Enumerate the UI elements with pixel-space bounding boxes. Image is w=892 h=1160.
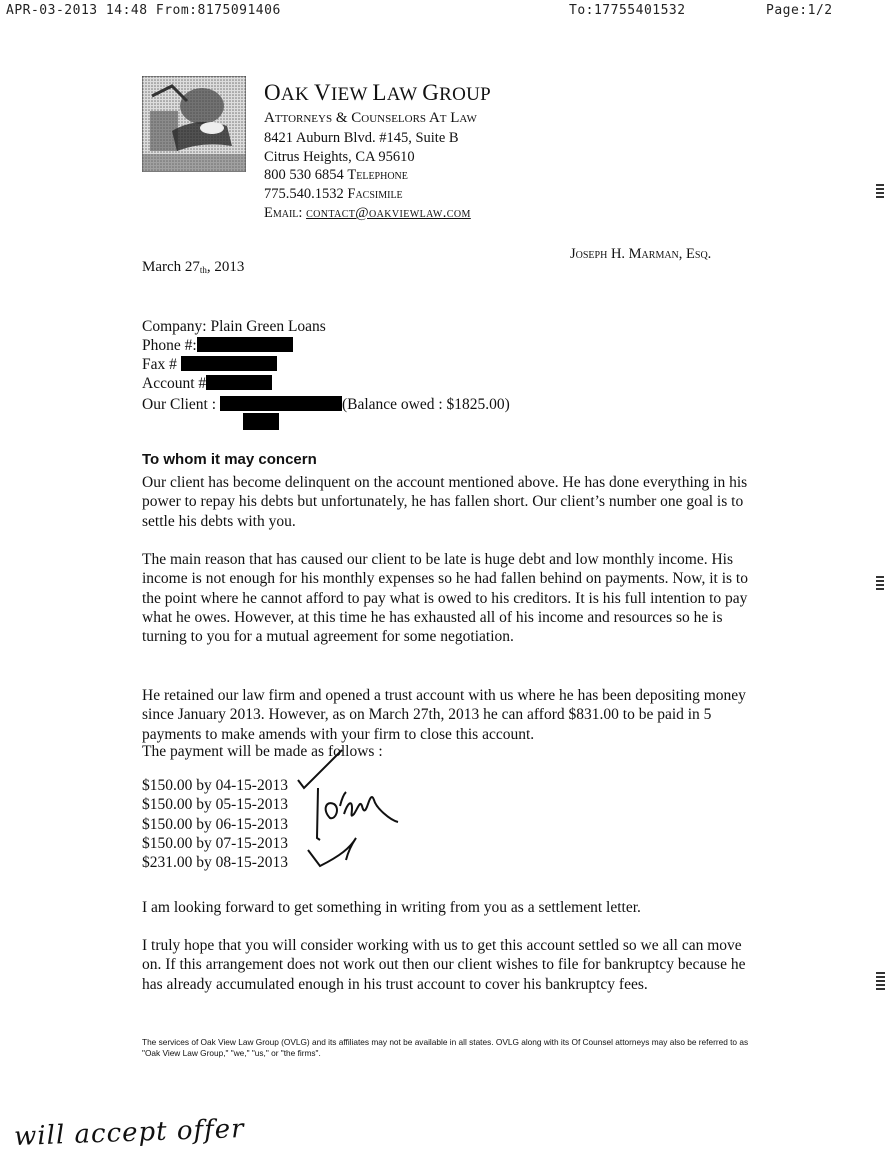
paragraph-3: He retained our law firm and opened a trust account with us where he has been depositing money since January 2013. However, as on March 27th, 2013 he can afford $831.00 to be paid in 5 payments to make amends with your firm to close this account.: [142, 687, 746, 743]
client-line: Our Client : (Balance owed : $1825.00): [142, 396, 510, 413]
scan-artifact: [876, 184, 884, 198]
payment-item: $231.00 by 08-15-2013: [142, 854, 288, 872]
firm-tagline: Attorneys & Counselors At Law: [264, 110, 477, 126]
redaction-bar: [197, 337, 293, 352]
fax-header-recipient: To:17755401532: [569, 3, 686, 18]
account-line: Account #: [142, 375, 272, 393]
fax-line: 775.540.1532 Facsimile: [264, 186, 403, 202]
paragraph-1: Our client has become delinquent on the account mentioned above. He has done everything in his power to repay his debts but unfortunately, he has fallen short. Our client’s number one goal is to settle his debts with you.: [142, 474, 748, 530]
email-line: Email: contact@oakviewlaw.com: [264, 205, 471, 221]
handwritten-note: will accept offer: [13, 1113, 246, 1153]
fax-number-line: Fax #: [142, 356, 277, 374]
fax-header-page: Page:1/2: [766, 3, 833, 18]
payment-item: $150.00 by 06-15-2013: [142, 815, 288, 833]
redaction-bar: [220, 396, 342, 411]
address-line-2: Citrus Heights, CA 95610: [264, 149, 415, 165]
fax-header-sender: APR-03-2013 14:48 From:8175091406: [6, 3, 281, 18]
telephone-line: 800 530 6854 Telephone: [264, 167, 408, 183]
paragraph-2: The main reason that has caused our client to be late is huge debt and low monthly income. His income is not enough for his monthly expenses so he had fallen behind on payments. Now, it is to the point where he cannot afford to pay what is owed to his creditors. It is his full intention to pay what he owes. However, at this time he has exhausted all of his income and resources so he is turning to you for a mutual agreement for some negotiation.: [142, 551, 748, 646]
scan-artifact: [876, 972, 885, 990]
email-link[interactable]: contact@oakviewlaw.com: [306, 205, 471, 221]
scanned-photo-logo-icon: [142, 76, 246, 172]
paragraph-5: I truly hope that you will consider working with us to get this account settled so we all can move on. If this arrangement does not work out then our client wishes to file for bankruptcy because he has already accumulated enough in his trust account to cover his bankruptcy fees.: [142, 937, 746, 993]
footer-disclaimer: The services of Oak View Law Group (OVLG) and its affiliates may not be available in all states. OVLG along with its Of Counsel attorneys may also be referred to as "Oak View Law Group," "we," "us," or "the firms".: [142, 1037, 749, 1058]
payment-schedule: [142, 776, 288, 872]
paragraph-4: I am looking forward to get something in writing from you as a settlement letter.: [142, 899, 641, 916]
scan-artifact: [876, 576, 884, 592]
payment-item: $150.00 by 07-15-2013: [142, 834, 288, 852]
redaction-bar: [181, 356, 277, 371]
letter-date: March $27_{th}$, 2013: [142, 259, 245, 275]
phone-line: Phone #:: [142, 337, 293, 355]
greeting: To whom it may concern: [142, 451, 317, 468]
address-line-1: 8421 Auburn Blvd. #145, Suite B: [264, 130, 459, 146]
redaction-bar: [243, 413, 279, 430]
payment-item: $150.00 by 04-15-2013: [142, 777, 288, 794]
attorney-name: Joseph H. Marman, Esq.: [570, 246, 712, 262]
company-line: Company: Plain Green Loans: [142, 318, 326, 335]
handwritten-okay-signature-icon: [290, 748, 420, 878]
firm-name: OAK VIEW LAW GROUP: [264, 80, 492, 105]
payment-item: $150.00 by 05-15-2013: [142, 796, 288, 814]
paragraph-3-last-line: The payment will be made as follows :: [142, 743, 383, 760]
redaction-bar: [206, 375, 272, 390]
